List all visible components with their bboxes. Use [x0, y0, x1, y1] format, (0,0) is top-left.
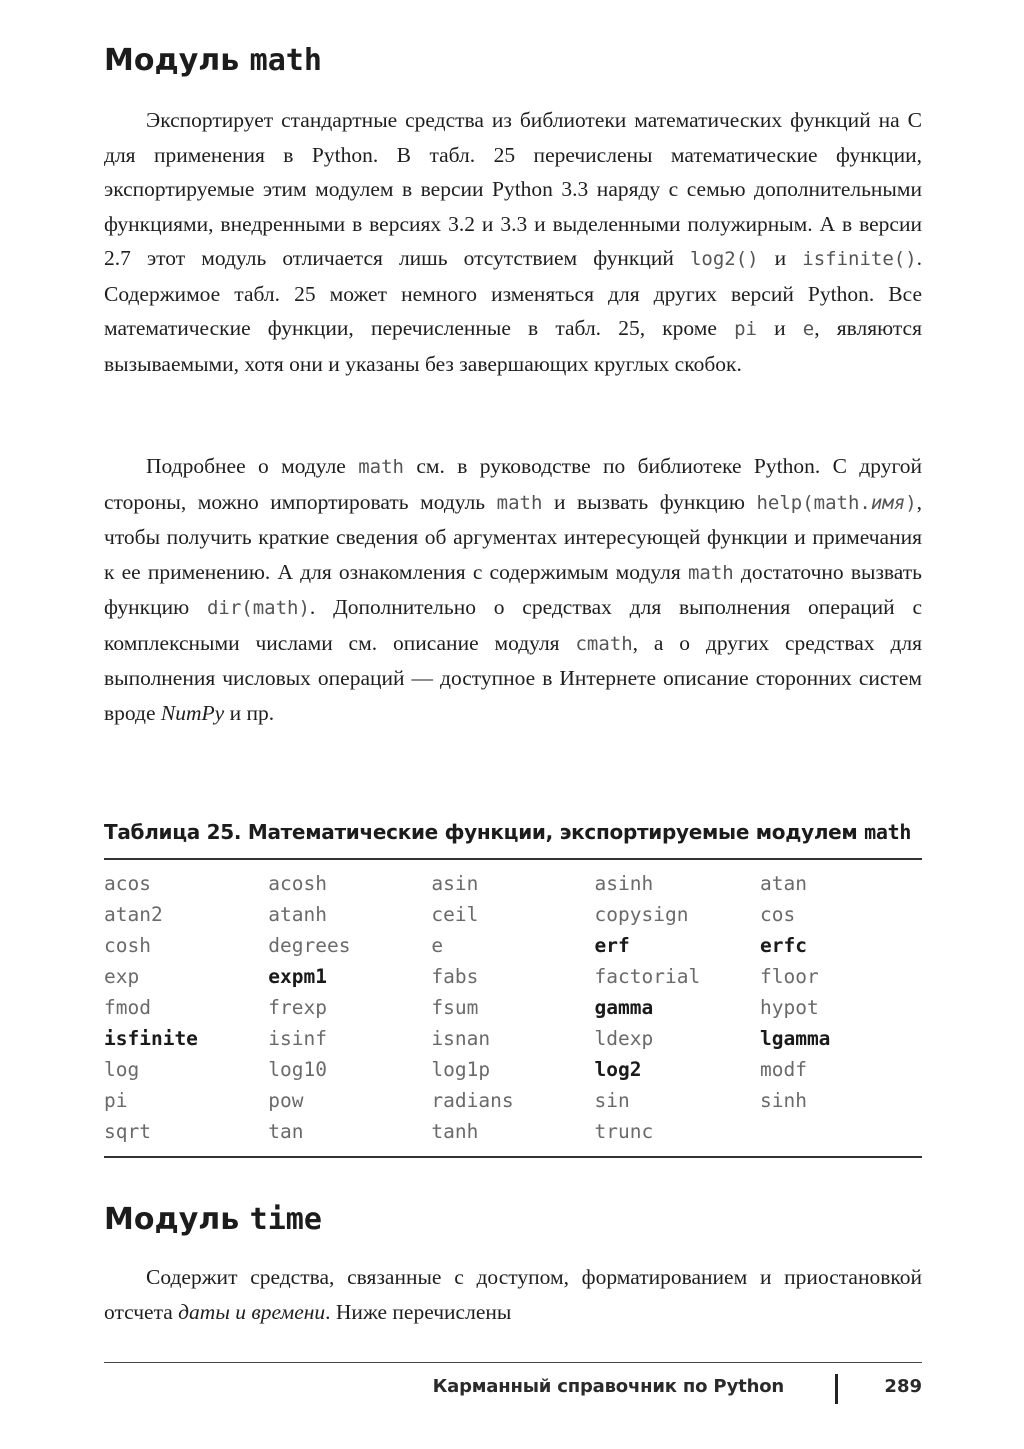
function-log2: log2 [594, 1058, 642, 1081]
heading-code: time [249, 1202, 322, 1237]
empty-cell [760, 1116, 922, 1147]
function-degrees: degrees [268, 934, 351, 957]
function-atan2: atan2 [104, 903, 163, 926]
function-sin: sin [594, 1089, 630, 1112]
function-asinh: asinh [594, 872, 654, 895]
table-row [104, 1023, 922, 1054]
footer-divider [835, 1374, 838, 1404]
text-run: и [756, 316, 803, 340]
math-functions-table [104, 868, 922, 1147]
section-heading-math [104, 43, 322, 78]
function-atan: atan [759, 872, 807, 895]
table-caption-text: Таблица 25. Математические функции, экспортируемые модулем [104, 820, 865, 844]
function-e: e [431, 934, 444, 957]
inline-code: ) [905, 491, 917, 514]
function-cos: cos [759, 903, 796, 926]
text-run: Экспортирует стандартные средства из библиотеки математических функций на С для применения в Python. В табл. 25 перечислены математические функции, экспортируемые этим модулем в версии Python 3.3 наряду с семью дополнительными функциями, внедренными в версиях 3.2 и 3.3 и выделенными полужирным. А в версии 2.7 этот модуль отличается лишь отсутствием функций [104, 108, 922, 270]
function-tan: tan [268, 1120, 304, 1143]
text-run: . Ниже перечислены [325, 1299, 512, 1324]
function-log10: log10 [268, 1058, 327, 1081]
math-paragraph-2 [104, 449, 922, 730]
page-number: 289 [884, 1376, 922, 1397]
function-ldexp: ldexp [594, 1027, 654, 1050]
text-run: и пр. [224, 700, 275, 725]
function-cosh: cosh [104, 934, 151, 957]
heading-word: Модуль [104, 43, 240, 78]
inline-code-italic: имя [870, 491, 906, 514]
math-paragraph-1 [104, 103, 922, 381]
function-modf: modf [759, 1058, 807, 1081]
function-trunc: trunc [594, 1120, 654, 1143]
function-fsum: fsum [431, 996, 479, 1019]
function-log1p: log1p [431, 1058, 491, 1081]
function-factorial: factorial [594, 965, 701, 988]
table-caption [104, 820, 922, 844]
function-exp: exp [104, 965, 140, 988]
inline-code: e [802, 318, 815, 340]
table-row [104, 961, 922, 992]
table-caption-code: math [864, 820, 912, 844]
function-radians: radians [431, 1089, 514, 1112]
function-ceil: ceil [431, 903, 479, 926]
text-run: и [758, 246, 803, 270]
inline-code: isfinite() [802, 248, 917, 270]
text-run: Содержит средства, связанные с доступом, форматированием и приостановкой отсчета [104, 1265, 922, 1324]
text-run: . Содержимое табл. 25 может немного изменяться для других версий Python. Все математические функции, перечисленные в табл. 25, кроме [104, 246, 923, 340]
heading-code: math [249, 43, 322, 78]
function-log: log [104, 1058, 140, 1081]
function-isinf: isinf [268, 1027, 327, 1050]
text-run: , являются вызываемыми, хотя они и указаны без завершающих круглых скобок. [104, 316, 922, 376]
footer-book-title: Карманный справочник по Python [432, 1376, 784, 1397]
table-top-rule [104, 858, 922, 860]
function-fmod: fmod [104, 996, 151, 1019]
text-run: Подробнее о модуле [146, 454, 359, 478]
function-atanh: atanh [268, 903, 327, 926]
function-pow: pow [268, 1089, 304, 1112]
function-copysign: copysign [594, 903, 689, 926]
text-run: , чтобы получить краткие сведения об аргументах интересующей функции и примечания к ее применению. А для ознакомления с содержимым модуля [104, 489, 923, 584]
function-floor: floor [759, 965, 819, 988]
italic-run: NumPy [160, 700, 225, 725]
table-row [104, 1054, 922, 1085]
function-asin: asin [431, 872, 479, 895]
text-run: , а о других средствах для выполнения числовых операций — доступное в Интернете описание сторонних систем вроде [104, 630, 922, 725]
function-expm1: expm1 [268, 965, 327, 988]
text-run: . Дополнительно о средствах для выполнения операций с комплексными числами см. описание модуля [104, 595, 923, 655]
function-sqrt: sqrt [104, 1120, 151, 1143]
heading-word: Модуль [104, 1202, 240, 1237]
inline-code: cmath [575, 632, 633, 655]
function-hypot: hypot [759, 996, 819, 1019]
inline-code: log2() [689, 248, 759, 270]
function-fabs: fabs [431, 965, 479, 988]
time-paragraph-1 [104, 1260, 922, 1329]
inline-code: math [358, 456, 404, 478]
function-sinh: sinh [759, 1089, 807, 1112]
table-row [104, 1116, 922, 1147]
table-row [104, 1085, 922, 1116]
footer-rule [104, 1362, 922, 1363]
section-heading-time [104, 1202, 322, 1237]
table-bottom-rule [104, 1156, 922, 1158]
italic-run: даты и времени [178, 1299, 326, 1324]
text-run: см. в руководстве по библиотеке Python. С другой стороны, можно импортировать модуль [104, 454, 922, 514]
function-acosh: acosh [268, 872, 327, 895]
function-lgamma: lgamma [759, 1027, 831, 1050]
function-frexp: frexp [268, 996, 327, 1019]
inline-code: pi [734, 318, 757, 340]
inline-code: math [687, 561, 734, 584]
function-erf: erf [594, 934, 630, 957]
table-row [104, 868, 922, 899]
function-isfinite: isfinite [104, 1027, 198, 1050]
function-tanh: tanh [431, 1120, 479, 1143]
table-row [104, 992, 922, 1023]
inline-code: math [496, 491, 543, 514]
page-footer [104, 1374, 922, 1404]
function-pi: pi [104, 1089, 128, 1112]
function-gamma: gamma [594, 996, 654, 1019]
table-row [104, 930, 922, 961]
function-acos: acos [104, 872, 151, 895]
text-run: достаточно вызвать функцию [104, 559, 922, 619]
inline-code: help(math. [756, 491, 871, 514]
inline-code: dir(math) [206, 597, 310, 619]
text-run: и вызвать функцию [542, 489, 757, 514]
table-row [104, 899, 922, 930]
function-erfc: erfc [759, 934, 807, 957]
function-isnan: isnan [431, 1027, 491, 1050]
